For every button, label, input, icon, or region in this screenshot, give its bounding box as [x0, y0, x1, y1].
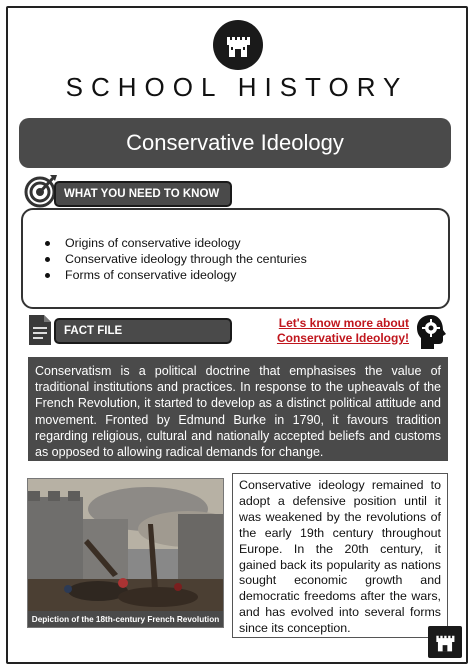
objectives-list	[43, 235, 448, 283]
intro-paragraph: Conservatism is a political doctrine that emphasises the value of traditional institutions and practices. In response to the upheavals of the French Revolution, it started to develop as a distinct political attitude and movement. Fronted by Edmund Burke in 1790, it favours tradition regarding religious, cultural and nationally accepted beliefs and customs as opposed to allowing radical demands for change.	[28, 357, 448, 461]
what-you-need-to-know-heading: WHAT YOU NEED TO KNOW	[54, 181, 232, 207]
know-more-line-1: Let's know more about	[278, 316, 409, 330]
list-item: Forms of conservative ideology	[43, 267, 448, 283]
body-paragraph: Conservative ideology remained to adopt a defensive position until it was weakened by the revolutions of the early 19th century throughout Europe. In the 20th century, it gained back its popularity as nations sought economic growth and democratic freedoms after the wars, and has evolved into several forms since its conception.	[232, 473, 448, 638]
castle-icon	[434, 631, 456, 653]
know-more-line-2: Conservative Ideology!	[276, 331, 409, 345]
list-item: Conservative ideology through the centuries	[43, 251, 448, 267]
what-you-need-to-know-box	[21, 208, 450, 309]
image-caption: Depiction of the 18th-century French Revolution	[28, 611, 223, 627]
brand-logo	[213, 20, 263, 70]
target-icon	[24, 172, 58, 208]
head-gear-icon	[414, 313, 448, 351]
fact-file-heading: FACT FILE	[54, 318, 232, 344]
painting-illustration	[28, 479, 224, 628]
brand-name: SCHOOL HISTORY	[65, 72, 409, 102]
corner-logo	[428, 626, 462, 658]
castle-icon	[224, 31, 252, 59]
document-icon	[28, 314, 52, 346]
page-title: Conservative Ideology	[19, 118, 451, 168]
know-more-link[interactable]	[262, 316, 409, 346]
list-item: Origins of conservative ideology	[43, 235, 448, 251]
french-revolution-image	[27, 478, 224, 628]
